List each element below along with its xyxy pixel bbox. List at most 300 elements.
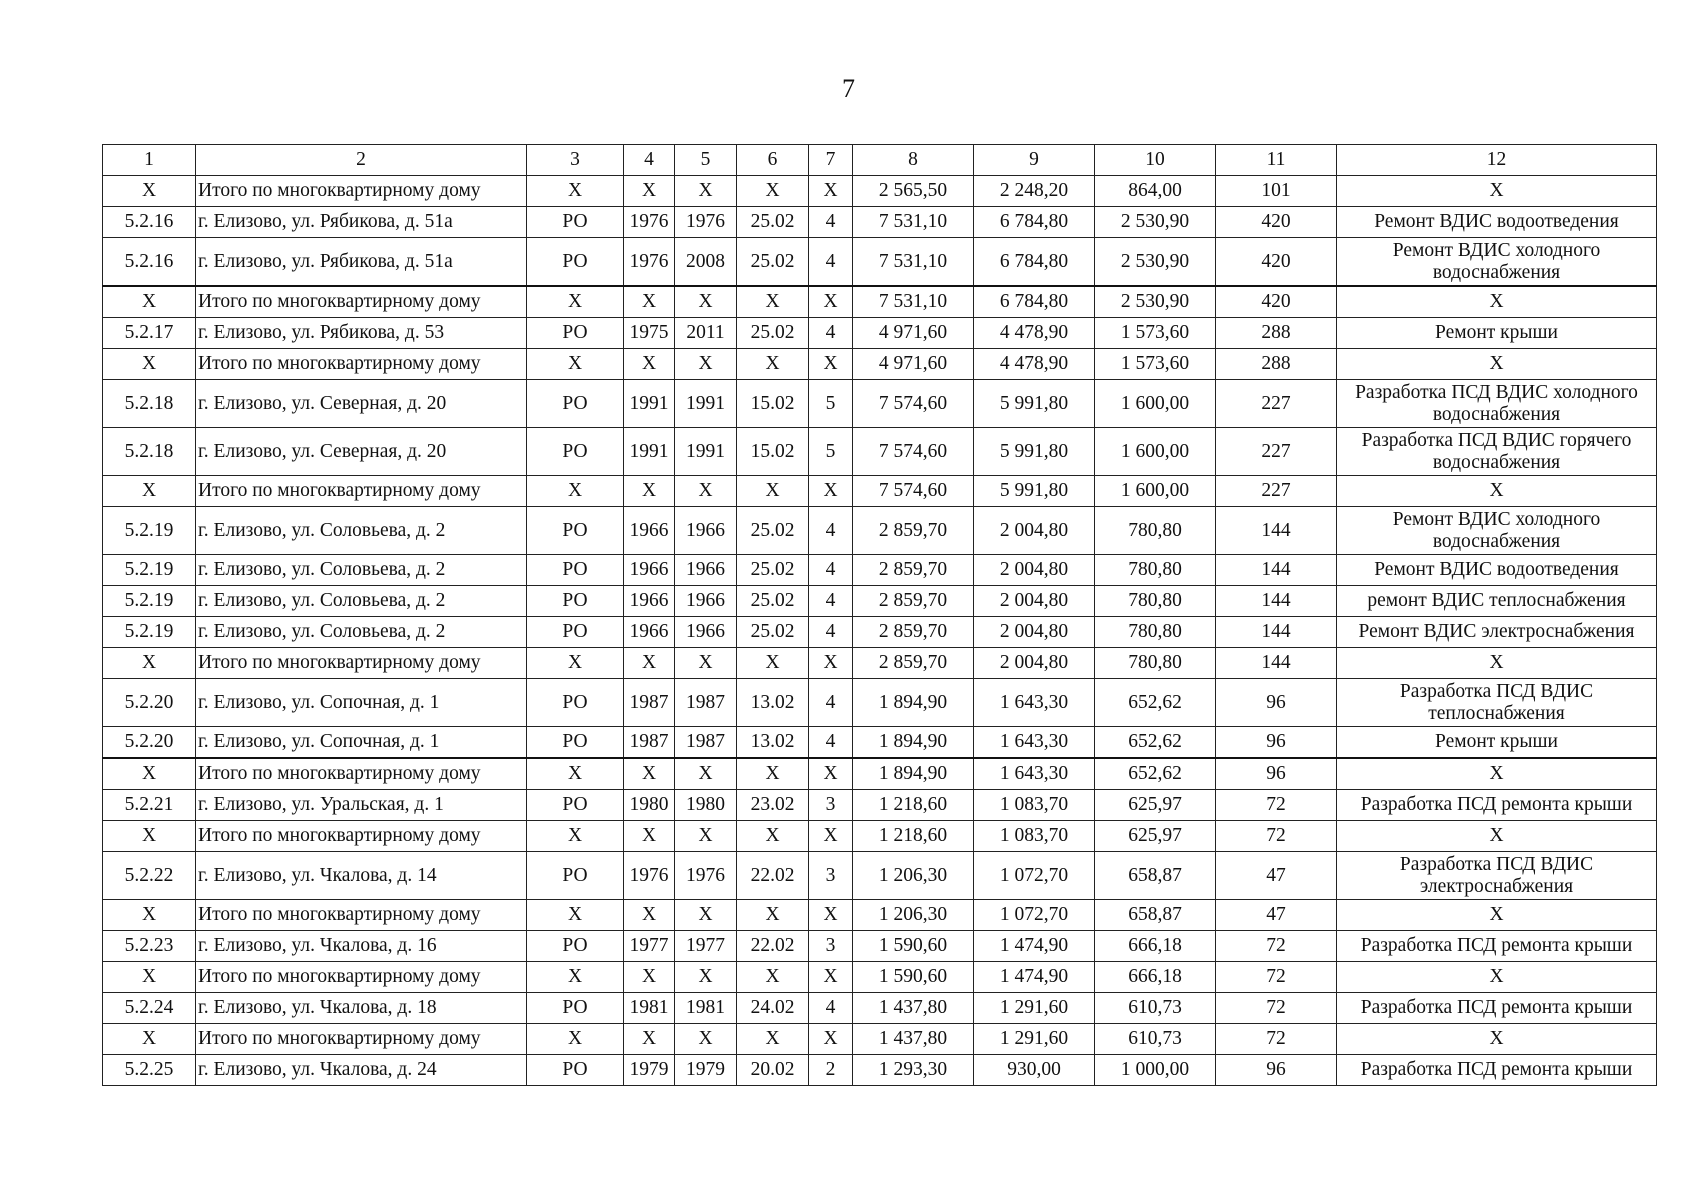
cell-year-built: Х	[624, 821, 675, 852]
cell-area-common: 1 600,00	[1095, 380, 1216, 428]
cell-year-built: Х	[624, 900, 675, 931]
page-number: 7	[842, 74, 855, 103]
cell-area-living: 9	[974, 145, 1095, 176]
cell-year-repair: 1980	[675, 790, 737, 821]
cell-date: 15.02	[737, 428, 809, 476]
cell-floors: Х	[809, 349, 853, 380]
cell-area-total: 1 590,60	[853, 962, 974, 993]
cell-year-repair: 1987	[675, 679, 737, 727]
cell-year-built: 1991	[624, 428, 675, 476]
cell-work-type: Ремонт ВДИС холодного водоснабжения	[1337, 238, 1657, 287]
cell-floors: Х	[809, 648, 853, 679]
cell-year-repair: 1966	[675, 586, 737, 617]
cell-area-total: 1 218,60	[853, 821, 974, 852]
cell-year-built: 1980	[624, 790, 675, 821]
cell-year-built: Х	[624, 758, 675, 790]
cell-floors: 4	[809, 617, 853, 648]
cell-floors: 7	[809, 145, 853, 176]
cell-type: Х	[527, 648, 624, 679]
cell-year-repair: Х	[675, 476, 737, 507]
cell-type: РО	[527, 586, 624, 617]
cell-area-common: 652,62	[1095, 679, 1216, 727]
subtotal-row	[103, 349, 1657, 380]
cell-address: г. Елизово, ул. Соловьева, д. 2	[196, 586, 527, 617]
cell-type: РО	[527, 555, 624, 586]
cell-year-built: 4	[624, 145, 675, 176]
table-row	[103, 507, 1657, 555]
cell-residents: 227	[1216, 428, 1337, 476]
cell-residents: 144	[1216, 507, 1337, 555]
cell-date: 25.02	[737, 507, 809, 555]
cell-date: Х	[737, 758, 809, 790]
cell-address: г. Елизово, ул. Сопочная, д. 1	[196, 727, 527, 759]
cell-no: 5.2.17	[103, 318, 196, 349]
cell-area-living: 1 072,70	[974, 900, 1095, 931]
cell-residents: 47	[1216, 852, 1337, 900]
cell-area-common: 652,62	[1095, 727, 1216, 759]
cell-floors: Х	[809, 476, 853, 507]
cell-type: РО	[527, 507, 624, 555]
cell-no: 5.2.16	[103, 207, 196, 238]
cell-area-living: 6 784,80	[974, 207, 1095, 238]
cell-date: 25.02	[737, 207, 809, 238]
cell-address: 2	[196, 145, 527, 176]
cell-no: 5.2.21	[103, 790, 196, 821]
cell-floors: 4	[809, 727, 853, 759]
cell-residents: 11	[1216, 145, 1337, 176]
cell-no: Х	[103, 648, 196, 679]
table-row	[103, 790, 1657, 821]
cell-area-living: 1 643,30	[974, 679, 1095, 727]
cell-area-total: 2 565,50	[853, 176, 974, 207]
cell-floors: Х	[809, 176, 853, 207]
cell-date: Х	[737, 900, 809, 931]
cell-date: 15.02	[737, 380, 809, 428]
cell-no: Х	[103, 176, 196, 207]
cell-address: г. Елизово, ул. Чкалова, д. 18	[196, 993, 527, 1024]
cell-area-total: 1 218,60	[853, 790, 974, 821]
cell-type: РО	[527, 790, 624, 821]
cell-no: 5.2.18	[103, 380, 196, 428]
cell-date: Х	[737, 476, 809, 507]
cell-address: г. Елизово, ул. Северная, д. 20	[196, 428, 527, 476]
cell-type: Х	[527, 476, 624, 507]
cell-type: РО	[527, 1055, 624, 1086]
cell-work-type: Разработка ПСД ремонта крыши	[1337, 790, 1657, 821]
cell-area-common: 780,80	[1095, 617, 1216, 648]
cell-residents: 96	[1216, 758, 1337, 790]
cell-type: Х	[527, 176, 624, 207]
cell-date: 25.02	[737, 238, 809, 287]
cell-type: РО	[527, 318, 624, 349]
cell-no: Х	[103, 900, 196, 931]
cell-floors: 4	[809, 586, 853, 617]
cell-area-living: 4 478,90	[974, 318, 1095, 349]
cell-work-type: Разработка ПСД ремонта крыши	[1337, 1055, 1657, 1086]
cell-year-repair: 1979	[675, 1055, 737, 1086]
cell-work-type: Х	[1337, 962, 1657, 993]
cell-residents: 72	[1216, 790, 1337, 821]
cell-area-living: 2 004,80	[974, 586, 1095, 617]
cell-area-total: 4 971,60	[853, 318, 974, 349]
cell-year-repair: 1976	[675, 852, 737, 900]
table-row	[103, 617, 1657, 648]
cell-area-total: 7 574,60	[853, 476, 974, 507]
cell-no: 5.2.22	[103, 852, 196, 900]
cell-floors: 5	[809, 380, 853, 428]
cell-type: РО	[527, 679, 624, 727]
cell-area-total: 2 859,70	[853, 555, 974, 586]
cell-type: РО	[527, 428, 624, 476]
cell-work-type: Ремонт крыши	[1337, 318, 1657, 349]
cell-floors: 4	[809, 318, 853, 349]
cell-floors: Х	[809, 1024, 853, 1055]
cell-floors: Х	[809, 962, 853, 993]
cell-no: 5.2.16	[103, 238, 196, 287]
cell-no: Х	[103, 821, 196, 852]
cell-residents: 420	[1216, 238, 1337, 287]
cell-residents: 101	[1216, 176, 1337, 207]
cell-area-living: 6 784,80	[974, 286, 1095, 318]
cell-year-repair: 1977	[675, 931, 737, 962]
cell-work-type: Разработка ПСД ремонта крыши	[1337, 993, 1657, 1024]
cell-date: Х	[737, 176, 809, 207]
cell-date: 6	[737, 145, 809, 176]
cell-year-built: Х	[624, 476, 675, 507]
cell-floors: 3	[809, 931, 853, 962]
cell-year-built: Х	[624, 962, 675, 993]
cell-floors: 4	[809, 207, 853, 238]
table-row	[103, 1055, 1657, 1086]
cell-address: Итого по многоквартирному дому	[196, 1024, 527, 1055]
table-row	[103, 931, 1657, 962]
cell-address: г. Елизово, ул. Уральская, д. 1	[196, 790, 527, 821]
cell-year-built: Х	[624, 176, 675, 207]
cell-type: РО	[527, 617, 624, 648]
cell-area-common: 625,97	[1095, 790, 1216, 821]
cell-residents: 72	[1216, 821, 1337, 852]
header-row	[103, 145, 1657, 176]
cell-area-common: 625,97	[1095, 821, 1216, 852]
subtotal-row	[103, 962, 1657, 993]
cell-address: г. Елизово, ул. Чкалова, д. 16	[196, 931, 527, 962]
cell-year-built: 1976	[624, 207, 675, 238]
cell-year-repair: 2011	[675, 318, 737, 349]
cell-year-built: 1966	[624, 507, 675, 555]
cell-area-living: 2 248,20	[974, 176, 1095, 207]
cell-address: Итого по многоквартирному дому	[196, 286, 527, 318]
cell-no: Х	[103, 349, 196, 380]
cell-area-total: 1 293,30	[853, 1055, 974, 1086]
cell-work-type: Разработка ПСД ремонта крыши	[1337, 931, 1657, 962]
cell-date: Х	[737, 286, 809, 318]
cell-address: г. Елизово, ул. Северная, д. 20	[196, 380, 527, 428]
cell-no: Х	[103, 286, 196, 318]
cell-address: Итого по многоквартирному дому	[196, 900, 527, 931]
cell-address: Итого по многоквартирному дому	[196, 821, 527, 852]
cell-year-repair: 1981	[675, 993, 737, 1024]
table-row	[103, 586, 1657, 617]
cell-type: Х	[527, 286, 624, 318]
cell-area-living: 5 991,80	[974, 380, 1095, 428]
cell-area-common: 658,87	[1095, 852, 1216, 900]
cell-area-living: 930,00	[974, 1055, 1095, 1086]
cell-date: 25.02	[737, 586, 809, 617]
cell-date: 22.02	[737, 931, 809, 962]
cell-address: г. Елизово, ул. Рябикова, д. 53	[196, 318, 527, 349]
cell-type: Х	[527, 900, 624, 931]
cell-address: г. Елизово, ул. Рябикова, д. 51а	[196, 207, 527, 238]
table-row	[103, 993, 1657, 1024]
cell-area-common: 652,62	[1095, 758, 1216, 790]
cell-year-built: 1981	[624, 993, 675, 1024]
cell-residents: 288	[1216, 318, 1337, 349]
cell-residents: 420	[1216, 286, 1337, 318]
cell-date: 22.02	[737, 852, 809, 900]
cell-date: 25.02	[737, 617, 809, 648]
cell-floors: 3	[809, 790, 853, 821]
cell-year-repair: 1966	[675, 617, 737, 648]
cell-year-repair: 1976	[675, 207, 737, 238]
cell-type: РО	[527, 238, 624, 287]
cell-year-built: 1966	[624, 617, 675, 648]
cell-no: 5.2.24	[103, 993, 196, 1024]
cell-area-common: 1 000,00	[1095, 1055, 1216, 1086]
table-row	[103, 238, 1657, 287]
cell-year-built: 1987	[624, 679, 675, 727]
cell-area-common: 610,73	[1095, 993, 1216, 1024]
cell-work-type: Х	[1337, 349, 1657, 380]
cell-type: РО	[527, 993, 624, 1024]
cell-work-type: Ремонт ВДИС холодного водоснабжения	[1337, 507, 1657, 555]
cell-type: Х	[527, 821, 624, 852]
cell-area-living: 5 991,80	[974, 476, 1095, 507]
cell-area-total: 7 574,60	[853, 428, 974, 476]
cell-area-total: 2 859,70	[853, 648, 974, 679]
cell-no: 5.2.25	[103, 1055, 196, 1086]
cell-year-repair: Х	[675, 1024, 737, 1055]
cell-work-type: ремонт ВДИС теплоснабжения	[1337, 586, 1657, 617]
cell-residents: 72	[1216, 1024, 1337, 1055]
cell-type: РО	[527, 931, 624, 962]
table-row	[103, 207, 1657, 238]
cell-address: Итого по многоквартирному дому	[196, 176, 527, 207]
cell-year-repair: 1987	[675, 727, 737, 759]
cell-area-living: 2 004,80	[974, 507, 1095, 555]
cell-area-total: 1 894,90	[853, 679, 974, 727]
cell-residents: 72	[1216, 993, 1337, 1024]
cell-year-built: 1987	[624, 727, 675, 759]
cell-year-repair: 5	[675, 145, 737, 176]
cell-type: 3	[527, 145, 624, 176]
cell-area-common: 610,73	[1095, 1024, 1216, 1055]
table-body	[103, 145, 1657, 1086]
cell-work-type: Х	[1337, 821, 1657, 852]
table-row	[103, 852, 1657, 900]
cell-area-common: 658,87	[1095, 900, 1216, 931]
cell-area-common: 1 600,00	[1095, 428, 1216, 476]
cell-no: Х	[103, 758, 196, 790]
cell-work-type: Разработка ПСД ВДИС электроснабжения	[1337, 852, 1657, 900]
table-row	[103, 428, 1657, 476]
cell-no: 5.2.23	[103, 931, 196, 962]
cell-area-common: 10	[1095, 145, 1216, 176]
cell-floors: 4	[809, 993, 853, 1024]
cell-no: 5.2.20	[103, 727, 196, 759]
cell-area-common: 864,00	[1095, 176, 1216, 207]
cell-type: РО	[527, 852, 624, 900]
cell-date: Х	[737, 349, 809, 380]
cell-area-common: 780,80	[1095, 648, 1216, 679]
table-row	[103, 727, 1657, 759]
cell-area-common: 1 573,60	[1095, 318, 1216, 349]
cell-year-repair: 1966	[675, 555, 737, 586]
cell-work-type: Разработка ПСД ВДИС холодного водоснабжения	[1337, 380, 1657, 428]
cell-type: Х	[527, 758, 624, 790]
cell-type: Х	[527, 349, 624, 380]
cell-no: Х	[103, 962, 196, 993]
cell-area-common: 2 530,90	[1095, 238, 1216, 287]
cell-area-living: 1 643,30	[974, 758, 1095, 790]
cell-no: 5.2.20	[103, 679, 196, 727]
capital-repair-table	[102, 144, 1657, 1086]
cell-floors: 4	[809, 238, 853, 287]
cell-year-built: 1976	[624, 238, 675, 287]
cell-area-total: 1 206,30	[853, 852, 974, 900]
cell-address: г. Елизово, ул. Чкалова, д. 24	[196, 1055, 527, 1086]
cell-area-total: 1 894,90	[853, 758, 974, 790]
cell-work-type: Разработка ПСД ВДИС горячего водоснабжения	[1337, 428, 1657, 476]
cell-year-repair: 1991	[675, 428, 737, 476]
cell-year-repair: 1966	[675, 507, 737, 555]
cell-year-repair: 2008	[675, 238, 737, 287]
cell-floors: Х	[809, 821, 853, 852]
cell-year-built: 1979	[624, 1055, 675, 1086]
cell-area-living: 1 291,60	[974, 993, 1095, 1024]
cell-area-common: 2 530,90	[1095, 286, 1216, 318]
cell-work-type: Х	[1337, 476, 1657, 507]
cell-area-living: 1 072,70	[974, 852, 1095, 900]
cell-address: г. Елизово, ул. Соловьева, д. 2	[196, 555, 527, 586]
cell-work-type: Х	[1337, 648, 1657, 679]
subtotal-row	[103, 286, 1657, 318]
cell-residents: 420	[1216, 207, 1337, 238]
table-row	[103, 318, 1657, 349]
cell-address: Итого по многоквартирному дому	[196, 349, 527, 380]
cell-year-repair: Х	[675, 900, 737, 931]
cell-address: Итого по многоквартирному дому	[196, 962, 527, 993]
cell-date: 13.02	[737, 727, 809, 759]
cell-address: г. Елизово, ул. Чкалова, д. 14	[196, 852, 527, 900]
cell-area-common: 666,18	[1095, 931, 1216, 962]
cell-address: г. Елизово, ул. Сопочная, д. 1	[196, 679, 527, 727]
cell-type: РО	[527, 207, 624, 238]
cell-area-total: 2 859,70	[853, 507, 974, 555]
cell-year-repair: Х	[675, 648, 737, 679]
cell-work-type: Ремонт ВДИС электроснабжения	[1337, 617, 1657, 648]
cell-area-total: 7 531,10	[853, 238, 974, 287]
cell-type: РО	[527, 380, 624, 428]
cell-no: 5.2.19	[103, 617, 196, 648]
cell-area-living: 1 083,70	[974, 821, 1095, 852]
cell-residents: 96	[1216, 679, 1337, 727]
cell-date: Х	[737, 962, 809, 993]
cell-floors: 5	[809, 428, 853, 476]
cell-area-total: 4 971,60	[853, 349, 974, 380]
cell-floors: 4	[809, 679, 853, 727]
cell-residents: 288	[1216, 349, 1337, 380]
cell-area-living: 1 474,90	[974, 962, 1095, 993]
cell-area-living: 6 784,80	[974, 238, 1095, 287]
cell-area-living: 4 478,90	[974, 349, 1095, 380]
cell-area-living: 1 643,30	[974, 727, 1095, 759]
cell-work-type: 12	[1337, 145, 1657, 176]
cell-area-total: 7 531,10	[853, 286, 974, 318]
cell-area-total: 7 531,10	[853, 207, 974, 238]
cell-area-living: 2 004,80	[974, 648, 1095, 679]
cell-area-living: 2 004,80	[974, 617, 1095, 648]
cell-area-total: 1 437,80	[853, 993, 974, 1024]
cell-no: Х	[103, 476, 196, 507]
cell-area-common: 780,80	[1095, 507, 1216, 555]
subtotal-row	[103, 821, 1657, 852]
cell-residents: 144	[1216, 555, 1337, 586]
cell-residents: 144	[1216, 648, 1337, 679]
table-row	[103, 555, 1657, 586]
cell-floors: 3	[809, 852, 853, 900]
cell-area-total: 1 206,30	[853, 900, 974, 931]
cell-address: Итого по многоквартирному дому	[196, 758, 527, 790]
cell-residents: 144	[1216, 617, 1337, 648]
cell-year-built: 1966	[624, 555, 675, 586]
cell-year-built: 1966	[624, 586, 675, 617]
cell-floors: 2	[809, 1055, 853, 1086]
subtotal-row	[103, 176, 1657, 207]
cell-address: Итого по многоквартирному дому	[196, 648, 527, 679]
cell-residents: 72	[1216, 931, 1337, 962]
cell-year-repair: Х	[675, 286, 737, 318]
cell-floors: Х	[809, 286, 853, 318]
cell-year-repair: Х	[675, 821, 737, 852]
cell-area-common: 1 573,60	[1095, 349, 1216, 380]
cell-area-total: 1 590,60	[853, 931, 974, 962]
cell-area-common: 666,18	[1095, 962, 1216, 993]
cell-date: 25.02	[737, 318, 809, 349]
cell-work-type: Х	[1337, 176, 1657, 207]
cell-area-total: 2 859,70	[853, 586, 974, 617]
cell-year-built: Х	[624, 349, 675, 380]
cell-area-common: 780,80	[1095, 586, 1216, 617]
cell-work-type: Х	[1337, 1024, 1657, 1055]
cell-floors: Х	[809, 758, 853, 790]
cell-floors: 4	[809, 507, 853, 555]
cell-area-living: 1 291,60	[974, 1024, 1095, 1055]
cell-year-built: Х	[624, 1024, 675, 1055]
cell-date: Х	[737, 648, 809, 679]
cell-year-built: Х	[624, 286, 675, 318]
cell-area-total: 7 574,60	[853, 380, 974, 428]
cell-area-total: 2 859,70	[853, 617, 974, 648]
cell-area-living: 1 083,70	[974, 790, 1095, 821]
table-row	[103, 679, 1657, 727]
subtotal-row	[103, 900, 1657, 931]
cell-residents: 144	[1216, 586, 1337, 617]
cell-date: 13.02	[737, 679, 809, 727]
cell-work-type: Ремонт крыши	[1337, 727, 1657, 759]
cell-no: 1	[103, 145, 196, 176]
cell-date: Х	[737, 1024, 809, 1055]
cell-address: г. Елизово, ул. Рябикова, д. 51а	[196, 238, 527, 287]
